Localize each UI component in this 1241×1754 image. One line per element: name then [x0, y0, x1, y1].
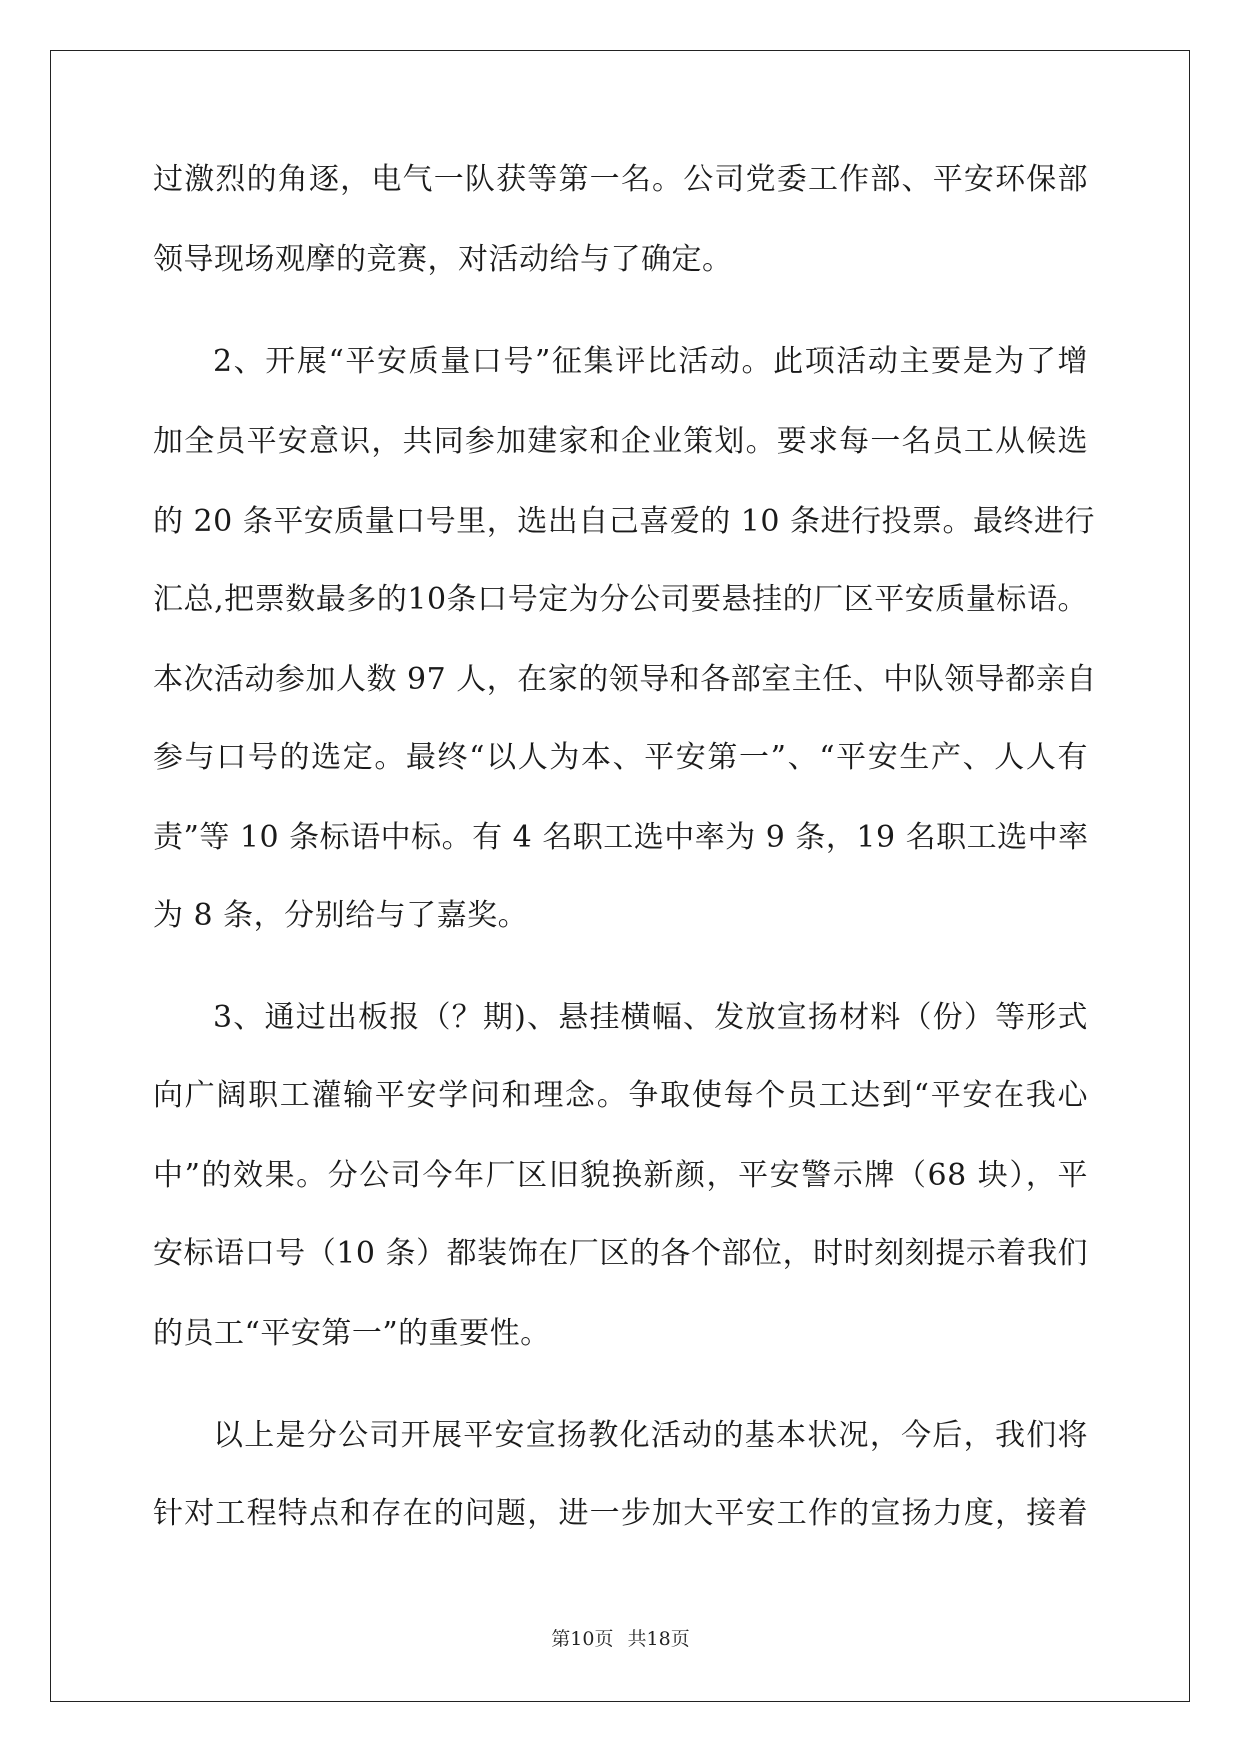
text-line: 本次活动参加人数 97 人，在家的领导和各部室主任、中队领导都亲自 — [153, 662, 1097, 697]
page-footer — [0, 1624, 1241, 1651]
text-line: 领导现场观摩的竞赛，对活动给与了确定。 — [153, 242, 733, 277]
text-line: 过激烈的角逐，电气一队获等第一名。公司党委工作部、平安环保部 — [153, 162, 1088, 197]
text-line: 参与口号的选定。最终“以人为本、平安第一”、“平安生产、人人有 — [153, 740, 1088, 775]
paragraph-4-first-line: 以上是分公司开展平安宣扬教化活动的基本状况，今后，我们将 — [213, 1418, 1088, 1453]
page-total: 共18页 — [627, 1628, 690, 1650]
text-line: 针对工程特点和存在的问题，进一步加大平安工作的宣扬力度，接着 — [153, 1496, 1088, 1531]
text-line: 责”等 10 条标语中标。有 4 名职工选中率为 9 条，19 名职工选中率 — [153, 820, 1089, 855]
text-line: 向广阔职工灌输平安学问和理念。争取使每个员工达到“平安在我心 — [153, 1078, 1088, 1113]
paragraph-2-first-line: 2、开展“平安质量口号”征集评比活动。此项活动主要是为了增 — [213, 344, 1088, 379]
text-line: 安标语口号（10 条）都装饰在厂区的各个部位，时时刻刻提示着我们 — [153, 1236, 1088, 1271]
text-line: 的员工“平安第一”的重要性。 — [153, 1316, 551, 1351]
text-line: 中”的效果。分公司今年厂区旧貌换新颜，平安警示牌（68 块），平 — [153, 1158, 1088, 1193]
text-line: 为 8 条，分别给与了嘉奖。 — [153, 898, 529, 933]
text-line: 的 20 条平安质量口号里，选出自己喜爱的 10 条进行投票。最终进行 — [153, 504, 1095, 539]
text-line: 汇总,把票数最多的10条口号定为分公司要悬挂的厂区平安质量标语。 — [153, 582, 1088, 617]
paragraph-3-first-line: 3、通过出板报（？期)、悬挂横幅、发放宣扬材料（份）等形式 — [213, 1000, 1088, 1035]
text-line: 加全员平安意识，共同参加建家和企业策划。要求每一名员工从候选 — [153, 424, 1088, 459]
page-number: 第10页 — [551, 1628, 614, 1650]
